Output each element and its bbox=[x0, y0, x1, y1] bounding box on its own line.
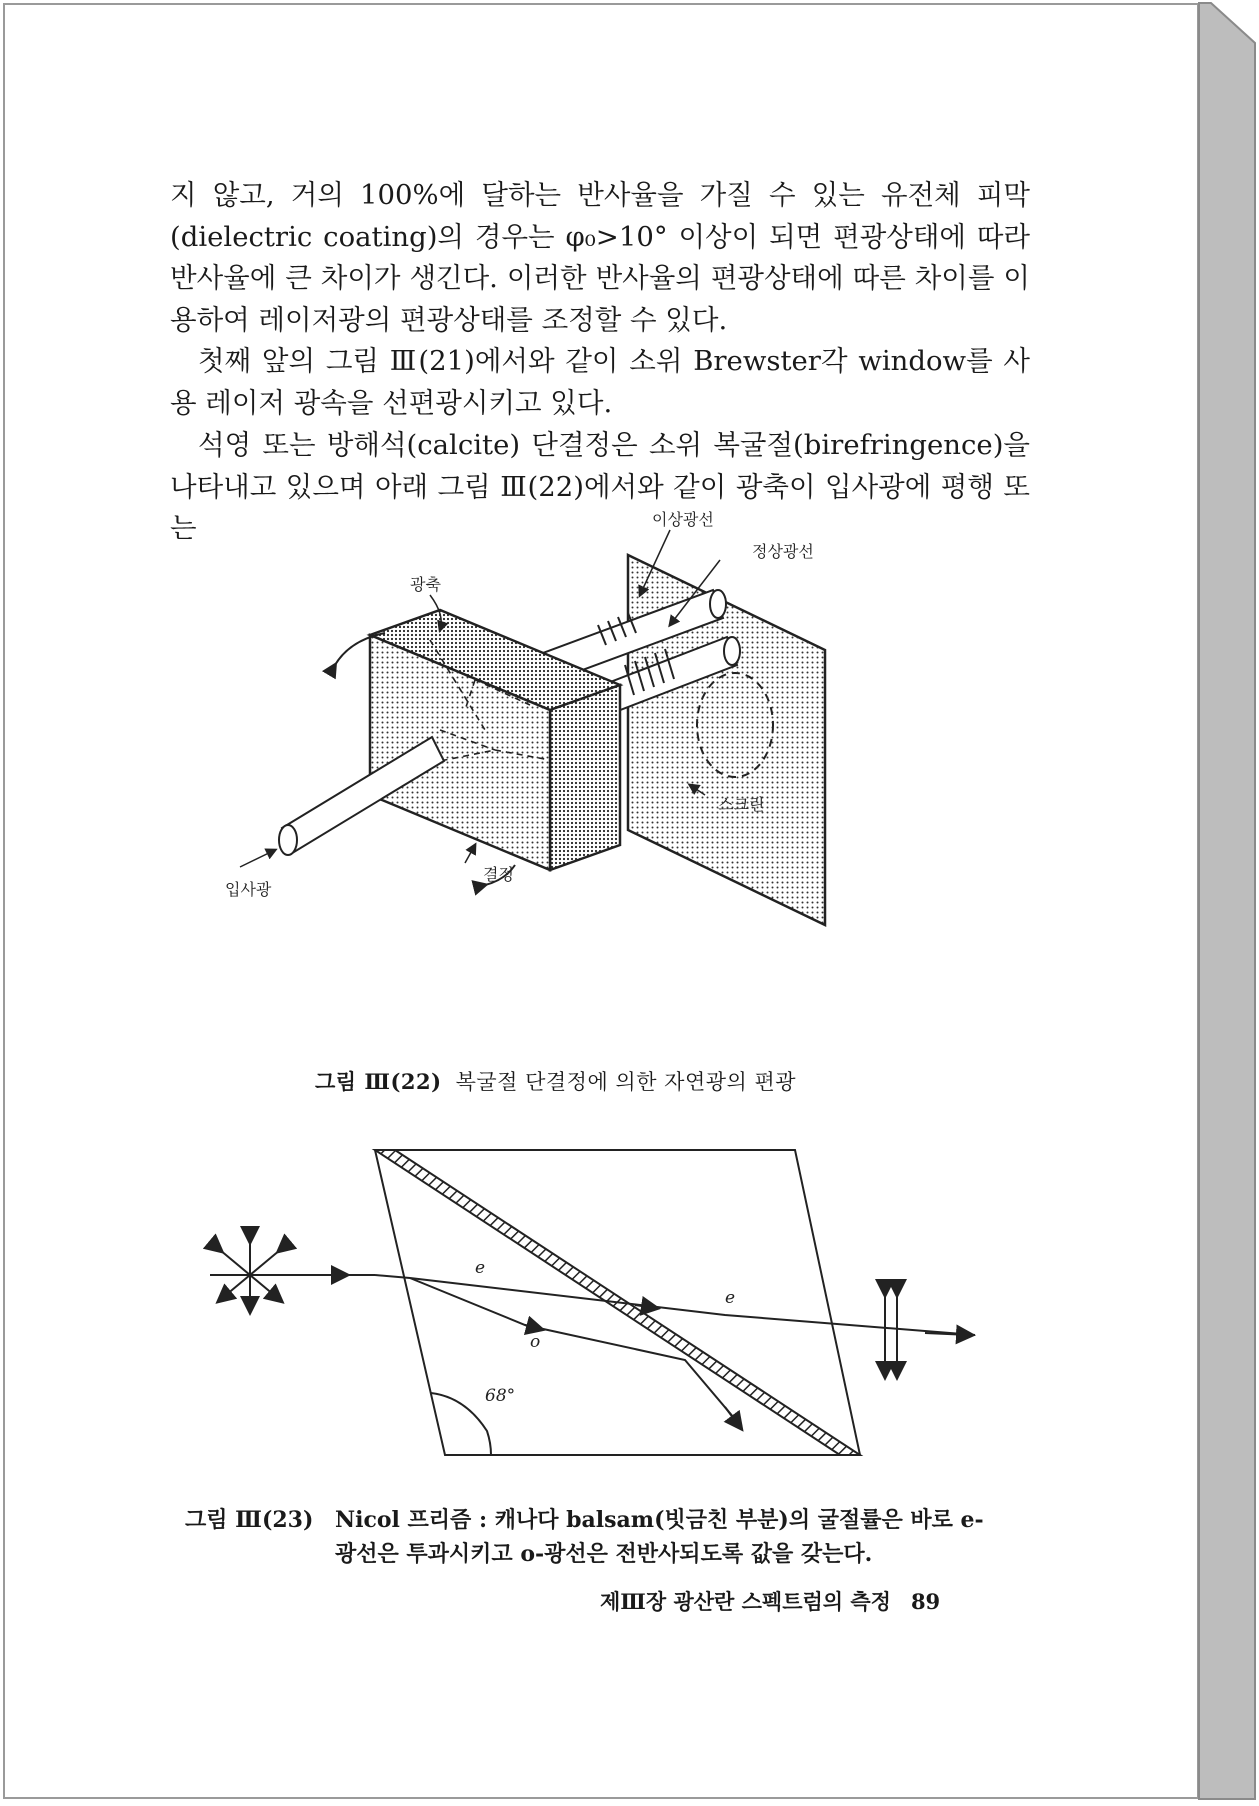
label-angle: 68° bbox=[485, 1386, 516, 1406]
figure-23-caption-line1: Nicol 프리즘 : 캐나다 balsam(빗금친 부분)의 굴절률은 바로 e- bbox=[335, 1507, 984, 1533]
polarized-light-symbol bbox=[885, 1293, 897, 1375]
label-e-ray-2: e bbox=[725, 1288, 736, 1308]
paragraph-1: 지 않고, 거의 100%에 달하는 반사율을 가질 수 있는 유전체 피막(dielectric coating)의 경우는 φ₀>10° 이상이 되면 편광상태에 따라 반사율에 큰 차이가 생긴다. 이러한 반사율의 편광상태에 따른 차이를 이용하여 레이저광의 편광상태를 조정할 수 있다. bbox=[170, 179, 1030, 336]
running-chapter-title: 제Ⅲ장 광산란 스펙트럼의 측정 bbox=[600, 1589, 891, 1614]
figure-23-caption-line2: 광선은 투과시키고 o-광선은 전반사되도록 값을 갖는다. bbox=[335, 1541, 873, 1567]
label-incident-light: 입사광 bbox=[225, 880, 272, 899]
figure-birefringence-diagram bbox=[225, 510, 950, 1045]
figure-22-caption bbox=[315, 1066, 1015, 1096]
figure-23-caption bbox=[185, 1503, 1025, 1571]
label-crystal: 결정 bbox=[483, 865, 514, 884]
paragraph-2: 첫째 앞의 그림 Ⅲ(21)에서와 같이 소위 Brewster각 window를 사용 레이저 광속을 선편광시키고 있다. bbox=[170, 345, 1030, 419]
figure-22-label: 그림 Ⅲ(22) bbox=[315, 1069, 442, 1094]
figure-23-label: 그림 Ⅲ(23) bbox=[185, 1507, 314, 1533]
page-footer bbox=[600, 1586, 1000, 1616]
figure-22-caption-text: 복굴절 단결정에 의한 자연광의 편광 bbox=[455, 1070, 797, 1094]
label-e-ray-1: e bbox=[475, 1258, 486, 1278]
label-o-ray: o bbox=[530, 1332, 541, 1352]
page-number: 89 bbox=[910, 1589, 941, 1614]
label-ordinary-ray: 정상광선 bbox=[752, 542, 814, 561]
page-edge-shadow bbox=[1199, 3, 1255, 1799]
label-extraordinary-ray: 이상광선 bbox=[652, 510, 714, 529]
label-optic-axis: 광축 bbox=[410, 575, 441, 594]
figure-nicol-prism-diagram bbox=[195, 1135, 1015, 1465]
label-screen: 스크린 bbox=[718, 795, 765, 814]
paragraph-3: 석영 또는 방해석(calcite) 단결정은 소위 복굴절(birefringence)을 나타내고 있으며 아래 그림 Ⅲ(22)에서와 같이 광축이 입사광에 평행 또는 bbox=[170, 429, 1030, 544]
